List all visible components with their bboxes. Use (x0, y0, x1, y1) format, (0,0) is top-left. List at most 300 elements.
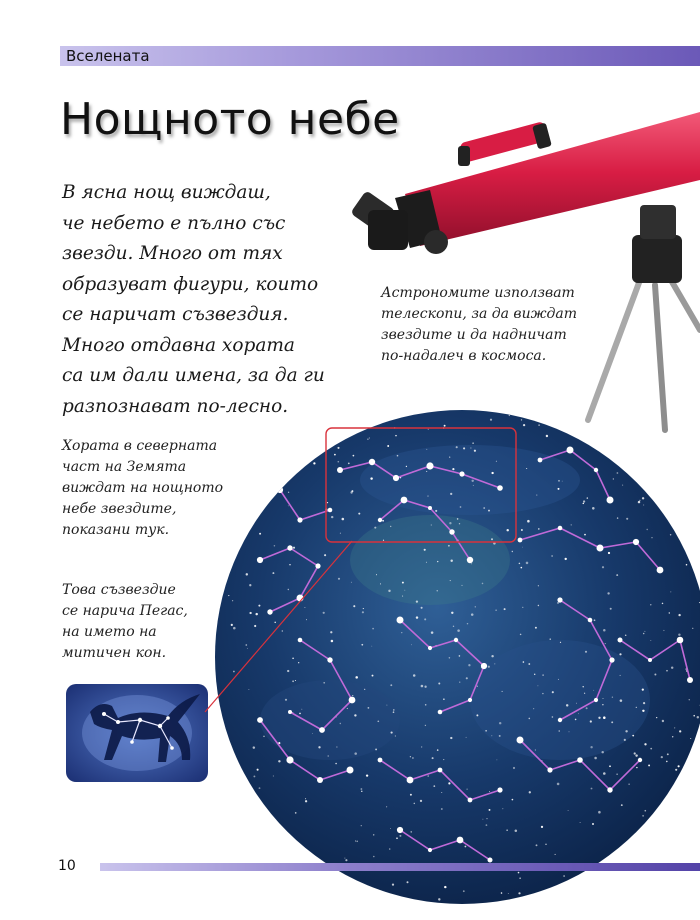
star (678, 614, 680, 616)
star (466, 677, 468, 679)
star (288, 589, 289, 590)
star (494, 663, 495, 664)
constellation-star (347, 767, 354, 774)
star (591, 788, 593, 790)
star (350, 491, 352, 493)
star (342, 518, 345, 521)
star (491, 735, 492, 736)
star (651, 537, 652, 538)
star (355, 840, 356, 841)
star (538, 585, 539, 586)
star (288, 505, 289, 506)
star (670, 591, 671, 592)
star (483, 507, 485, 509)
star (526, 562, 529, 565)
star (397, 455, 399, 457)
star (558, 488, 560, 490)
star (592, 823, 594, 825)
star (369, 437, 370, 438)
constellation-star (618, 638, 623, 643)
star (674, 727, 675, 728)
star (558, 480, 560, 482)
star (249, 612, 251, 614)
star (259, 787, 261, 789)
star (312, 733, 313, 734)
star (392, 884, 394, 886)
constellation-star (257, 557, 263, 563)
star (393, 711, 395, 713)
star (354, 714, 356, 716)
star (390, 526, 391, 527)
star (521, 567, 523, 569)
star (401, 632, 402, 633)
star (305, 800, 307, 802)
constellation-star (257, 717, 263, 723)
star (413, 674, 416, 677)
star (435, 510, 437, 512)
constellation-star (633, 539, 639, 545)
star (612, 697, 613, 698)
star (373, 834, 374, 835)
star (609, 765, 611, 767)
star (616, 574, 618, 576)
constellation-star (517, 737, 524, 744)
constellation-star (288, 710, 292, 714)
star (562, 481, 563, 482)
constellation-star (397, 617, 404, 624)
star (601, 751, 603, 753)
star (617, 472, 619, 474)
constellation-star (677, 637, 684, 644)
constellation-star (428, 506, 432, 510)
star (550, 638, 551, 639)
star (686, 564, 688, 566)
constellation-star (319, 727, 325, 733)
star (578, 713, 579, 714)
star (571, 524, 572, 525)
star (527, 520, 530, 523)
star (282, 630, 283, 631)
star (490, 419, 492, 421)
star (643, 505, 644, 506)
star (486, 818, 487, 819)
star (448, 545, 450, 547)
star (603, 629, 606, 632)
star (546, 435, 548, 437)
star (528, 663, 530, 665)
star (519, 877, 520, 878)
constellation-star (657, 567, 664, 574)
star (444, 886, 446, 888)
star (353, 605, 355, 607)
star (410, 756, 411, 757)
star (619, 653, 621, 655)
constellation-star (438, 768, 443, 773)
star (472, 442, 474, 444)
star (666, 670, 668, 672)
star (587, 497, 588, 498)
star (462, 585, 463, 586)
star (451, 612, 453, 614)
star (538, 528, 540, 530)
pegasus-caption (62, 580, 188, 664)
star (426, 471, 427, 472)
star (605, 643, 606, 644)
star (360, 788, 362, 790)
star (253, 775, 255, 777)
star (594, 757, 597, 760)
constellation-star (298, 638, 303, 643)
star (692, 628, 693, 629)
star (471, 613, 474, 616)
constellation-star (687, 677, 693, 683)
star (306, 619, 307, 620)
star (585, 651, 587, 653)
star (636, 767, 637, 768)
star (457, 518, 459, 520)
star (489, 791, 490, 792)
constellation-star (397, 827, 403, 833)
pegasus-illustration (66, 684, 208, 782)
star (449, 457, 450, 458)
star (433, 785, 435, 787)
star (663, 630, 664, 631)
star (376, 574, 377, 575)
star (626, 518, 628, 520)
star (443, 698, 444, 699)
star (344, 858, 345, 859)
constellation-star (459, 471, 464, 476)
star (450, 580, 451, 581)
star (518, 872, 520, 874)
star (671, 666, 673, 668)
constellation-star (327, 657, 332, 662)
star (373, 856, 375, 858)
star (584, 693, 585, 694)
star (459, 682, 460, 683)
star (354, 752, 357, 755)
star (662, 603, 664, 605)
star (661, 756, 663, 758)
star (642, 710, 644, 712)
star (666, 761, 668, 763)
star (506, 529, 508, 531)
star (537, 685, 538, 686)
constellation-star (337, 467, 343, 473)
star (566, 704, 568, 706)
star (355, 676, 358, 679)
star (390, 828, 391, 829)
star (598, 717, 600, 719)
star (337, 447, 339, 449)
constellation-star (538, 458, 543, 463)
star (347, 708, 348, 709)
star (473, 485, 474, 486)
star (410, 794, 412, 796)
constellation-star (428, 848, 432, 852)
star (468, 664, 470, 666)
star (246, 573, 248, 575)
star (476, 714, 478, 716)
star (643, 633, 645, 635)
star (285, 699, 287, 701)
caption-line: на името на (62, 624, 157, 640)
star (395, 735, 396, 736)
star (444, 425, 446, 427)
star (387, 445, 389, 447)
star (431, 631, 434, 634)
constellation-star (246, 496, 253, 503)
star (421, 607, 423, 609)
star (331, 516, 333, 518)
star (642, 497, 644, 499)
star (485, 730, 487, 732)
star (538, 605, 539, 606)
star (518, 892, 520, 894)
star (495, 609, 496, 610)
star (352, 695, 353, 696)
star (669, 612, 670, 613)
star (274, 545, 276, 547)
star (575, 719, 577, 721)
star (259, 533, 261, 535)
star (258, 605, 260, 607)
star (559, 730, 560, 731)
star (491, 538, 493, 540)
star (632, 735, 634, 737)
star (488, 510, 490, 512)
star (622, 485, 623, 486)
star (437, 561, 438, 562)
star (509, 415, 510, 416)
constellation-star (518, 538, 523, 543)
constellation-star (401, 497, 408, 504)
star (466, 737, 467, 738)
star (335, 763, 337, 765)
star (521, 529, 523, 531)
star (529, 791, 531, 793)
star (361, 791, 362, 792)
star (452, 468, 454, 470)
constellation-star (547, 767, 552, 772)
star (383, 540, 384, 541)
star (377, 720, 379, 722)
star (526, 468, 527, 469)
star (617, 517, 618, 518)
star (628, 784, 629, 785)
star (448, 782, 450, 784)
star (367, 438, 369, 440)
star (621, 804, 623, 806)
star (667, 753, 669, 755)
star (624, 739, 626, 741)
star (375, 748, 377, 750)
star (441, 792, 442, 793)
star (391, 732, 393, 734)
star (558, 679, 559, 680)
star (406, 466, 407, 467)
star (353, 455, 355, 457)
star (288, 492, 289, 493)
star (437, 590, 438, 591)
star (568, 810, 569, 811)
star (428, 429, 429, 430)
star (672, 736, 673, 737)
star (638, 501, 640, 503)
star (598, 811, 601, 814)
star (330, 631, 332, 633)
star (363, 608, 364, 609)
caption-line: Астрономите използват (381, 285, 575, 301)
star (299, 713, 301, 715)
constellation-star (378, 758, 383, 763)
star (421, 746, 422, 747)
star (338, 578, 340, 580)
star (424, 686, 426, 688)
star (552, 716, 554, 718)
constellation-star (349, 697, 356, 704)
caption-line: виждат на нощното (62, 480, 224, 496)
constellation-star (315, 563, 320, 568)
constellation-star (393, 475, 399, 481)
star (650, 748, 652, 750)
star (362, 611, 364, 613)
star (536, 844, 538, 846)
intro-line: образуват фигури, които (62, 273, 319, 295)
star (324, 554, 326, 556)
star (396, 837, 398, 839)
star (380, 583, 381, 584)
star-chart (215, 410, 700, 904)
star (453, 626, 454, 627)
constellation-star (407, 777, 414, 784)
star (460, 506, 462, 508)
star (602, 566, 604, 568)
star (634, 752, 636, 754)
star (459, 655, 461, 657)
star (372, 675, 374, 677)
constellation-star (481, 663, 487, 669)
constellation-star (468, 798, 473, 803)
star (576, 703, 577, 704)
star (645, 810, 647, 812)
star (602, 704, 603, 705)
star (249, 584, 251, 586)
star (593, 690, 594, 691)
constellation-star (607, 497, 614, 504)
star (583, 503, 585, 505)
star (457, 629, 460, 632)
star (590, 720, 592, 722)
star (402, 582, 404, 584)
star (407, 881, 409, 883)
star (689, 699, 690, 700)
star (542, 693, 543, 694)
star (424, 618, 426, 620)
star (608, 552, 610, 554)
caption-line: се нарича Пегас, (62, 603, 188, 619)
intro-line: В ясна нощ виждаш, (62, 182, 271, 203)
star (582, 686, 583, 687)
star (416, 600, 418, 602)
caption-line: по-надалеч в космоса. (381, 348, 547, 364)
star (263, 736, 264, 737)
star (404, 590, 405, 591)
star (382, 520, 384, 522)
constellation-star (317, 777, 323, 783)
constellation-star (428, 646, 432, 650)
star (465, 846, 467, 848)
star (502, 691, 503, 692)
star (254, 625, 256, 627)
star (450, 493, 452, 495)
star (471, 563, 472, 564)
constellation-star (597, 545, 604, 552)
intro-line: звезди. Много от тях (62, 243, 283, 264)
telescope-illustration (350, 112, 700, 430)
star (590, 746, 592, 748)
constellation-star (287, 545, 292, 550)
star (594, 619, 596, 621)
star (295, 812, 297, 814)
star (292, 680, 294, 682)
star (467, 623, 468, 624)
star (662, 720, 664, 722)
star (557, 783, 560, 786)
star (370, 477, 372, 479)
caption-line: част на Земята (62, 459, 187, 475)
star (519, 563, 521, 565)
star (502, 808, 503, 809)
star (644, 743, 646, 745)
constellation-star (638, 758, 642, 762)
star (345, 859, 347, 861)
star (228, 595, 229, 596)
star (327, 502, 328, 503)
star (323, 682, 325, 684)
star (305, 798, 306, 799)
constellation-star (267, 609, 272, 614)
star (289, 564, 290, 565)
star (643, 702, 645, 704)
star (390, 684, 392, 686)
star (304, 607, 305, 608)
star (292, 657, 294, 659)
constellation-star (648, 658, 652, 662)
star (372, 628, 374, 630)
star (522, 607, 523, 608)
section-label: Вселената (66, 47, 150, 65)
star (646, 529, 647, 530)
star (463, 447, 465, 449)
constellation-star (594, 468, 598, 472)
constellation-star (488, 858, 493, 863)
star (522, 547, 523, 548)
constellation-star (426, 462, 433, 469)
caption-line: небе звездите, (62, 501, 177, 517)
star (557, 602, 559, 604)
star (364, 689, 365, 690)
star (438, 898, 440, 900)
star (232, 600, 233, 601)
star (644, 631, 645, 632)
star (356, 841, 358, 843)
star (331, 640, 334, 643)
star (477, 686, 478, 687)
star (432, 757, 434, 759)
page-number: 10 (58, 858, 76, 874)
star (620, 675, 621, 676)
